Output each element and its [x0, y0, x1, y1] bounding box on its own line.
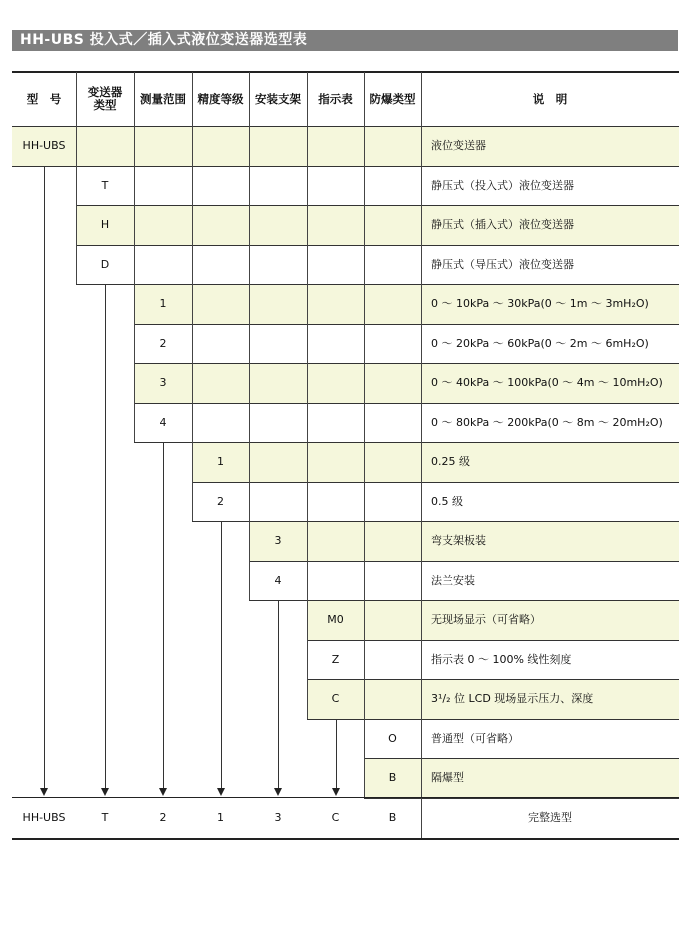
column-divider: [364, 442, 365, 482]
description-cell: 隔爆型: [431, 771, 464, 785]
example-code-cell: 3: [274, 811, 282, 824]
selection-arrow-head: [40, 788, 48, 796]
example-code-cell: 1: [217, 811, 224, 824]
column-divider: [249, 205, 250, 245]
code-cell: 4: [274, 573, 282, 587]
column-divider: [192, 284, 193, 324]
column-divider: [364, 72, 365, 126]
selection-arrow-line: [336, 719, 337, 788]
column-divider: [364, 640, 365, 680]
description-cell: 法兰安装: [431, 573, 475, 587]
code-cell: T: [101, 178, 109, 192]
selection-arrow-line: [163, 442, 164, 788]
example-code-cell: C: [331, 811, 340, 824]
example-code-cell: 2: [159, 811, 167, 824]
column-divider: [307, 126, 308, 166]
code-cell: C: [331, 692, 340, 706]
description-cell: 静压式（插入式）液位变送器: [431, 218, 574, 232]
column-divider: [364, 482, 365, 522]
column-divider: [249, 284, 250, 324]
selection-arrow-line: [105, 284, 106, 788]
column-divider: [192, 324, 193, 364]
column-divider: [249, 324, 250, 364]
column-divider: [307, 284, 308, 324]
column-divider: [307, 403, 308, 443]
header-cell: 安装支架: [255, 91, 301, 106]
column-divider: [249, 363, 250, 403]
header-cell: 测量范围: [140, 91, 186, 106]
example-code-cell: B: [388, 811, 397, 824]
description-cell: 液位变送器: [431, 139, 486, 153]
code-cell: 3: [274, 534, 282, 548]
column-divider: [192, 72, 193, 126]
column-divider: [249, 442, 250, 482]
column-divider: [364, 205, 365, 245]
code-cell: M0: [327, 613, 344, 627]
selection-arrow-head: [274, 788, 282, 796]
code-cell: 1: [217, 455, 224, 469]
column-divider: [364, 324, 365, 364]
selection-arrow-head: [332, 788, 340, 796]
code-cell: 1: [159, 297, 167, 311]
column-divider: [364, 521, 365, 561]
code-cell: 3: [159, 376, 167, 390]
column-divider: [249, 72, 250, 126]
column-divider: [364, 403, 365, 443]
column-divider: [249, 403, 250, 443]
column-divider: [364, 126, 365, 166]
header-cell: 变送器 类型: [87, 85, 123, 112]
code-cell: B: [388, 771, 397, 785]
column-divider: [192, 166, 193, 206]
header-cell: 精度等级: [197, 91, 244, 106]
column-divider: [364, 679, 365, 719]
column-divider: [192, 205, 193, 245]
example-code-cell: HH-UBS: [22, 811, 66, 824]
code-cell: 2: [159, 336, 167, 350]
selection-arrow-head: [217, 788, 225, 796]
code-cell: D: [100, 257, 110, 271]
description-cell: 0 ～ 80kPa ～ 200kPa(0 ～ 8m ～ 20mH₂O): [431, 415, 663, 429]
column-divider: [364, 245, 365, 285]
example-code-cell: T: [101, 811, 109, 824]
column-divider: [307, 72, 308, 126]
description-cell: 0.25 级: [431, 455, 470, 469]
column-divider: [192, 403, 193, 443]
description-cell: 普通型（可省略）: [431, 731, 519, 745]
selection-arrow-head: [101, 788, 109, 796]
description-cell: 无现场显示（可省略）: [431, 613, 541, 627]
example-description-cell: 完整选型: [528, 811, 572, 824]
column-divider: [134, 72, 135, 126]
column-divider: [76, 72, 77, 126]
selection-arrow-line: [44, 166, 45, 788]
column-divider: [134, 126, 135, 166]
description-cell: 静压式（导压式）液位变送器: [431, 257, 574, 271]
description-cell: 0 ～ 40kPa ～ 100kPa(0 ～ 4m ～ 10mH₂O): [431, 376, 663, 390]
header-cell: 说 明: [532, 91, 568, 106]
column-divider: [76, 126, 77, 166]
header-cell: 指示表: [318, 91, 353, 106]
description-cell: 3¹/₂ 位 LCD 现场显示压力、深度: [431, 692, 594, 706]
description-cell: 0.5 级: [431, 494, 463, 508]
column-divider: [307, 324, 308, 364]
column-divider: [134, 245, 135, 285]
column-divider: [249, 245, 250, 285]
description-cell: 静压式（投入式）液位变送器: [431, 178, 574, 192]
column-divider: [364, 284, 365, 324]
column-divider: [307, 442, 308, 482]
column-divider: [192, 126, 193, 166]
column-divider: [249, 126, 250, 166]
code-cell: 2: [217, 494, 224, 508]
selection-arrow-head: [159, 788, 167, 796]
page-title: HH-UBS 投入式／插入式液位变送器选型表: [12, 30, 678, 51]
code-cell: Z: [331, 652, 340, 666]
header-cell: 型 号: [26, 91, 62, 106]
column-divider: [192, 363, 193, 403]
column-divider: [249, 166, 250, 206]
column-divider: [307, 363, 308, 403]
column-divider: [307, 245, 308, 285]
column-divider: [307, 482, 308, 522]
code-cell: H: [100, 218, 110, 232]
column-divider: [192, 245, 193, 285]
column-divider: [307, 521, 308, 561]
column-divider: [134, 166, 135, 206]
header-cell: 防爆类型: [369, 91, 416, 106]
column-divider: [307, 561, 308, 601]
column-divider: [364, 600, 365, 640]
column-divider: [307, 205, 308, 245]
column-divider: [364, 166, 365, 206]
column-divider: [421, 72, 422, 126]
description-cell: 0 ～ 10kPa ～ 30kPa(0 ～ 1m ～ 3mH₂O): [431, 297, 649, 311]
description-cell: 指示表 0 ～ 100% 线性刻度: [431, 652, 572, 666]
code-cell: 4: [159, 415, 167, 429]
code-cell: HH-UBS: [22, 139, 66, 153]
selection-arrow-line: [278, 600, 279, 788]
column-divider: [364, 363, 365, 403]
description-cell: 0 ～ 20kPa ～ 60kPa(0 ～ 2m ～ 6mH₂O): [431, 336, 649, 350]
code-cell: O: [388, 731, 397, 745]
selection-arrow-line: [221, 521, 222, 788]
column-divider: [364, 561, 365, 601]
table-bottom-rule: [12, 838, 679, 840]
description-cell: 弯支架板装: [431, 534, 486, 548]
column-divider: [249, 482, 250, 522]
column-divider: [134, 205, 135, 245]
column-divider: [307, 166, 308, 206]
